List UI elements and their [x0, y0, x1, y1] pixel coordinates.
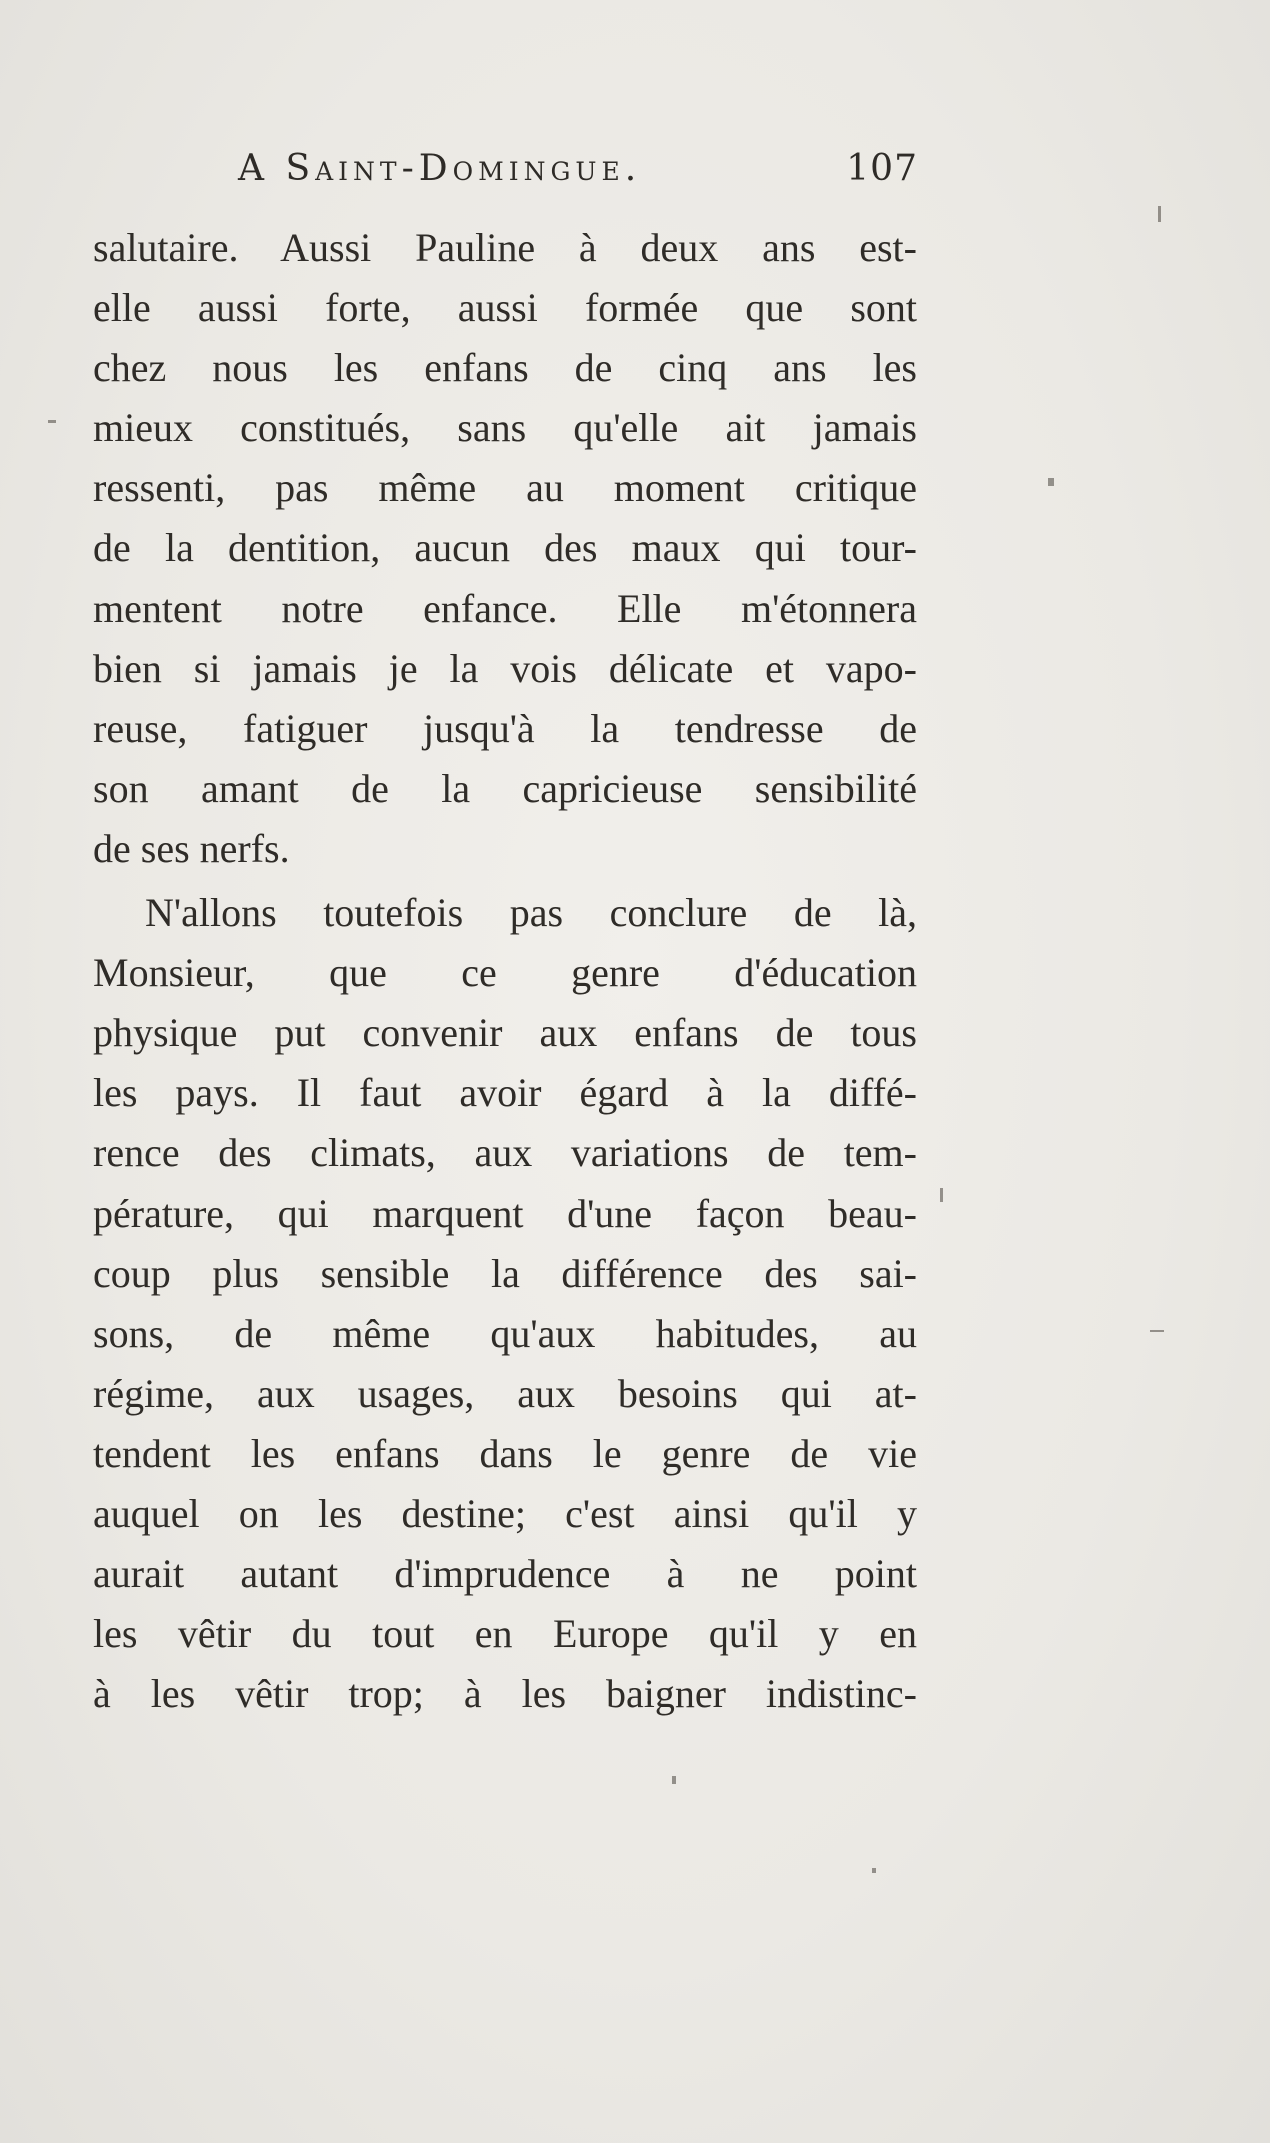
text-line: régime, aux usages, aux besoins qui at- — [93, 1370, 917, 1416]
text-line: de ses nerfs. — [93, 825, 290, 871]
page-header — [232, 148, 922, 198]
text-line: son amant de la capricieuse sensibilité — [93, 765, 917, 811]
text-line: ressenti, pas même au moment critique — [93, 465, 917, 511]
paper-speck — [672, 1776, 676, 1784]
text-line: bien si jamais je la vois délicate et vapo- — [93, 645, 917, 691]
text-line: Monsieur, que ce genre d'éducation — [93, 950, 917, 996]
text-line: auquel on les destine; c'est ainsi qu'il y — [93, 1490, 917, 1536]
text-line: reuse, fatiguer jusqu'à la tendresse de — [93, 705, 917, 751]
text-line: tendent les enfans dans le genre de vie — [93, 1430, 917, 1476]
text-line: mentent notre enfance. Elle m'étonnera — [93, 585, 917, 631]
text-line: de la dentition, aucun des maux qui tour- — [93, 525, 917, 571]
text-line: mieux constitués, sans qu'elle ait jamais — [93, 405, 917, 451]
text-line: à les vêtir trop; à les baigner indistinc- — [93, 1671, 917, 1717]
text-line: les pays. Il faut avoir égard à la diffé- — [93, 1070, 917, 1116]
paper-speck — [1048, 478, 1054, 486]
text-line: pérature, qui marquent d'une façon beau- — [93, 1190, 917, 1236]
paper-speck — [1150, 1330, 1164, 1332]
paper-speck — [940, 1188, 943, 1202]
paper-speck — [872, 1868, 876, 1873]
paper-speck — [1158, 206, 1161, 222]
running-head: A Saint-Domingue. — [238, 148, 642, 189]
text-line: les vêtir du tout en Europe qu'il y en — [93, 1611, 917, 1657]
paper-speck — [48, 420, 56, 423]
text-line: rence des climats, aux variations de tem- — [93, 1130, 917, 1176]
text-line: elle aussi forte, aussi formée que sont — [93, 285, 917, 331]
text-line: aurait autant d'imprudence à ne point — [93, 1551, 917, 1597]
text-line: sons, de même qu'aux habitudes, au — [93, 1310, 917, 1356]
text-line: physique put convenir aux enfans de tous — [93, 1010, 917, 1056]
body-text — [93, 218, 917, 1724]
text-line: coup plus sensible la différence des sai- — [93, 1250, 917, 1296]
text-line: N'allons toutefois pas conclure de là, — [145, 890, 917, 936]
text-line: chez nous les enfans de cinq ans les — [93, 345, 917, 391]
text-line: salutaire. Aussi Pauline à deux ans est- — [93, 225, 917, 270]
page-number: 107 — [846, 148, 918, 189]
